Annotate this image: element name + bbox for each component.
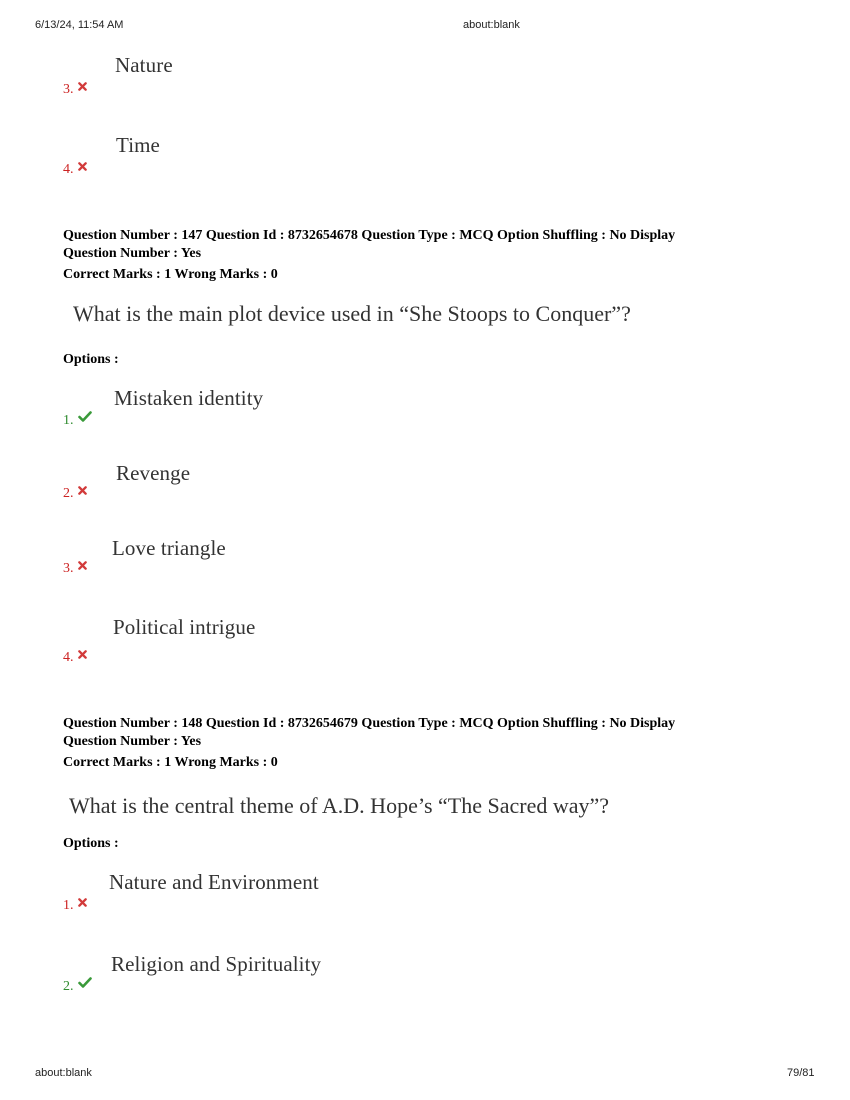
q148-option-1-text: Nature and Environment (109, 870, 319, 894)
q147-option-3-number: 3. (63, 559, 87, 577)
prev-option-4-number: 4. (63, 160, 87, 178)
question-147-options-label: Options : (63, 352, 119, 367)
question-147-text: What is the main plot device used in “She Stoops to Conquer”? (73, 301, 631, 326)
question-147-meta-line1: Question Number : 147 Question Id : 8732654678 Question Type : MCQ Option Shuffling : No Display (63, 228, 676, 243)
q148-option-2-text: Religion and Spirituality (111, 952, 322, 976)
prev-option-4-text: Time (116, 133, 160, 157)
cross-icon (78, 160, 87, 176)
cross-icon (78, 896, 87, 912)
check-icon (78, 977, 92, 993)
print-footer-url: about:blank (35, 1067, 92, 1079)
q147-option-3-text: Love triangle (112, 536, 226, 560)
page-number: 79/81 (787, 1067, 815, 1079)
question-147-meta-line3: Correct Marks : 1 Wrong Marks : 0 (63, 267, 278, 282)
cross-icon (78, 648, 87, 664)
prev-option-3-text: Nature (115, 53, 173, 77)
question-147-meta-line2: Question Number : Yes (63, 246, 202, 261)
question-148-meta-line3: Correct Marks : 1 Wrong Marks : 0 (63, 755, 278, 770)
q148-option-1-number: 1. (63, 896, 87, 914)
q147-option-2-text: Revenge (116, 461, 191, 485)
q147-option-4-number: 4. (63, 648, 87, 666)
question-148-meta-line1: Question Number : 148 Question Id : 8732654679 Question Type : MCQ Option Shuffling : No Display (63, 716, 676, 731)
question-148-text: What is the central theme of A.D. Hope’s “The Sacred way”? (69, 793, 610, 818)
cross-icon (78, 484, 87, 500)
q147-option-4-text: Political intrigue (113, 615, 256, 639)
q148-option-2-number: 2. (63, 977, 92, 995)
prev-option-3-number: 3. (63, 80, 87, 98)
question-148-options-label: Options : (63, 836, 119, 851)
cross-icon (78, 80, 87, 96)
question-148-meta-line2: Question Number : Yes (63, 734, 202, 749)
q147-option-1-text: Mistaken identity (114, 386, 264, 410)
q147-option-2-number: 2. (63, 484, 87, 502)
q147-option-1-number: 1. (63, 411, 92, 429)
print-title: about:blank (463, 19, 520, 31)
cross-icon (78, 559, 87, 575)
check-icon (78, 411, 92, 427)
print-datetime: 6/13/24, 11:54 AM (35, 19, 124, 31)
